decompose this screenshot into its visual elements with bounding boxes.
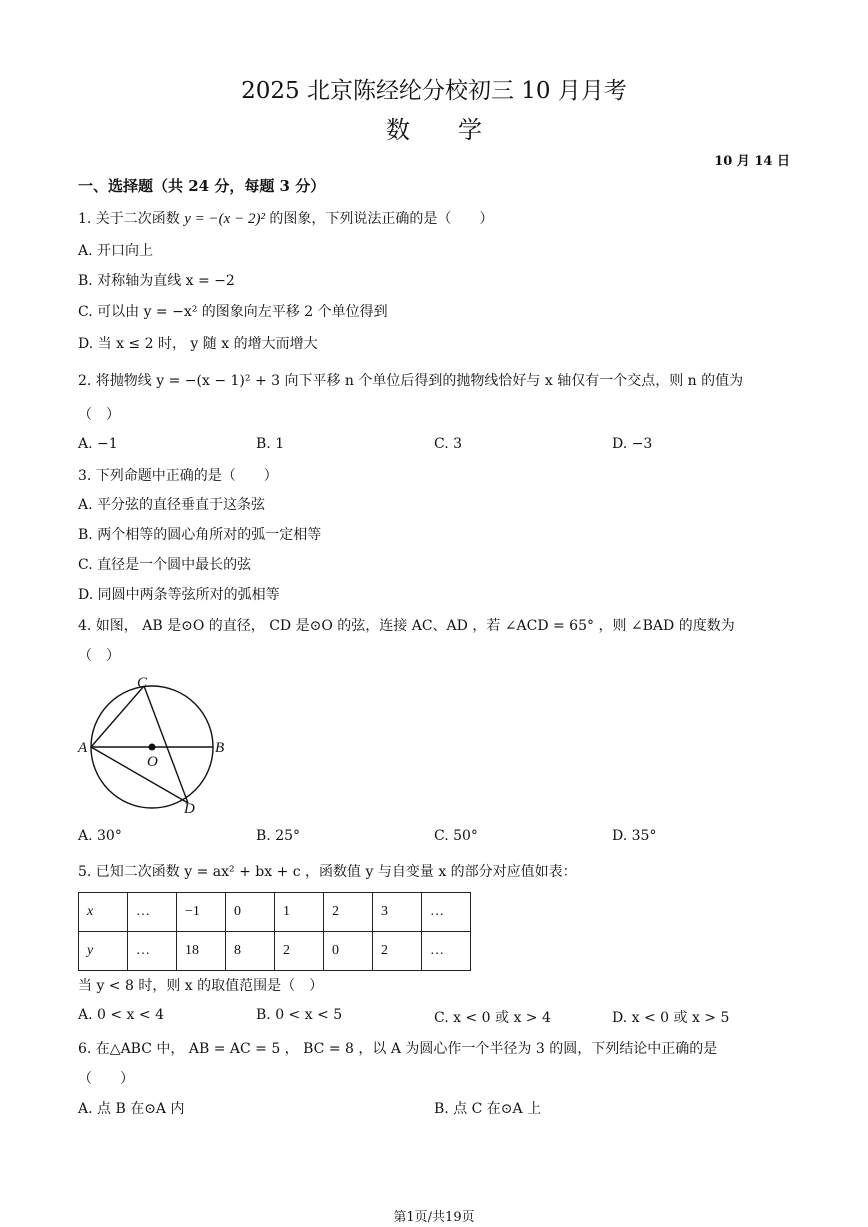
label-c: C [137,675,148,691]
q5-option-a: A. 0 < x < 4 [78,1007,164,1023]
q4-option-d: D. 35° [612,828,657,844]
q1-option-a: A. 开口向上 [78,243,154,259]
table-row-x [79,893,471,932]
q3-option-d: D. 同圆中两条等弦所对的弧相等 [78,587,280,603]
label-d: D [184,801,195,817]
q4-option-c: C. 50° [434,828,478,844]
page-number: 第1页/共19页 [393,1210,475,1225]
q1-stem-a: 1. 关于二次函数 [78,211,180,227]
table-cell: 2 [373,932,422,971]
label-b: B [215,740,225,756]
table-cell: … [422,893,471,932]
q2-option-b: B. 1 [256,436,285,452]
question-6-stem: 6. 在△ABC 中， AB = AC = 5 ， BC = 8 ，以 A 为圆心作一个半径为 3 的圆，下列结论中正确的是 [78,1041,718,1057]
chord-ad [91,747,188,803]
table-cell: −1 [177,893,226,932]
q6-paren: （ ） [78,1071,134,1087]
table-cell: 3 [373,893,422,932]
q1-stem-b: 的图象，下列说法正确的是（ ） [269,211,494,227]
q5-option-d: D. x < 0 或 x > 5 [612,1010,730,1026]
q6-option-a: A. 点 B 在⊙A 内 [78,1101,185,1117]
q1-option-b: B. 对称轴为直线 x = −2 [78,273,235,289]
exam-date: 10 月 14 日 [714,154,790,169]
subject-title: 数 学 [386,116,482,144]
circle-figure [74,670,234,820]
table-cell: … [128,893,177,932]
q2-paren: （ ） [78,407,120,423]
q1-option-c: C. 可以由 y = −x² 的图象向左平移 2 个单位得到 [78,304,388,320]
section-title: 一、选择题（共 24 分，每题 3 分） [78,177,326,195]
q6-option-b: B. 点 C 在⊙A 上 [434,1101,542,1117]
q4-option-a: A. 30° [78,828,122,844]
q3-option-c: C. 直径是一个圆中最长的弦 [78,557,252,573]
q3-option-b: B. 两个相等的圆心角所对的弧一定相等 [78,527,322,543]
q5-condition: 当 y < 8 时，则 x 的取值范围是（ ） [78,978,324,994]
label-a: A [78,740,88,756]
table-cell: 2 [275,932,324,971]
value-table [78,892,471,971]
q3-option-a: A. 平分弦的直径垂直于这条弦 [78,497,266,513]
table-cell: … [128,932,177,971]
table-cell: x [79,893,128,932]
table-row-y [79,932,471,971]
q1-formula: y = −(x − 2)² [184,211,265,227]
table-cell: … [422,932,471,971]
q2-option-c: C. 3 [434,436,463,452]
table-cell: 18 [177,932,226,971]
q4-option-b: B. 25° [256,828,301,844]
label-o: O [147,754,158,770]
q5-option-b: B. 0 < x < 5 [256,1007,343,1023]
table-cell: 2 [324,893,373,932]
table-cell: y [79,932,128,971]
question-5-stem: 5. 已知二次函数 y = ax² + bx + c ，函数值 y 与自变量 x 的部分对应值如表： [78,864,577,880]
table-cell: 0 [226,893,275,932]
question-3-stem: 3. 下列命题中正确的是（ ） [78,468,278,484]
table-cell: 1 [275,893,324,932]
exam-title: 2025 北京陈经纶分校初三 10 月月考 [241,78,627,104]
q1-option-d: D. 当 x ≤ 2 时， y 随 x 的增大而增大 [78,336,318,352]
q5-option-c: C. x < 0 或 x > 4 [434,1010,551,1026]
table-cell: 0 [324,932,373,971]
q2-option-a: A. −1 [78,436,118,452]
table-cell: 8 [226,932,275,971]
question-1-stem [78,208,493,228]
question-2-stem: 2. 将抛物线 y = −(x − 1)² + 3 向下平移 n 个单位后得到的抛物线恰好与 x 轴仅有一个交点，则 n 的值为 [78,373,744,389]
center-point [149,744,156,751]
question-4-stem: 4. 如图， AB 是⊙O 的直径， CD 是⊙O 的弦，连接 AC、AD ，若 ∠ACD = 65° ，则 ∠BAD 的度数为 [78,618,735,634]
q4-paren: （ ） [78,648,120,664]
q2-option-d: D. −3 [612,436,653,452]
